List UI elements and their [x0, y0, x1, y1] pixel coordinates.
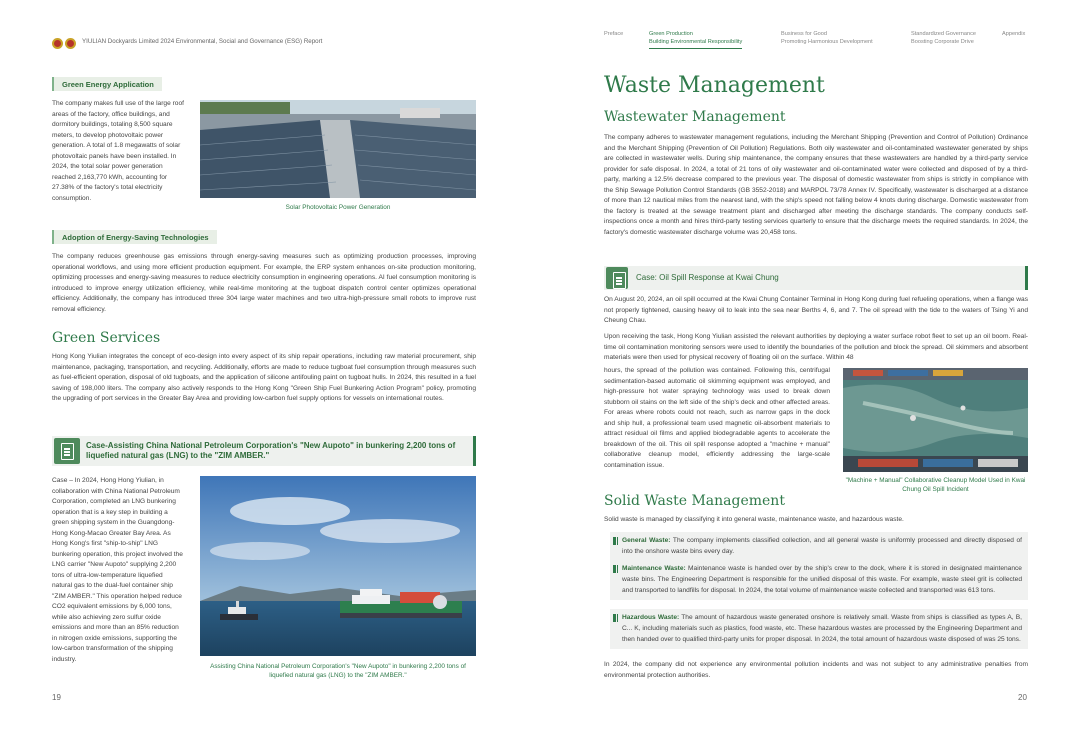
page-number-right: 20	[1018, 693, 1027, 702]
waste-management-title: Waste Management	[604, 73, 825, 98]
solid-waste-title: Solid Waste Management	[604, 493, 785, 509]
maintenance-waste-label: Maintenance Waste:	[622, 565, 686, 572]
solid-waste-intro: Solid waste is managed by classifying it into general waste, maintenance waste, and hazardous waste.	[604, 516, 904, 523]
nav-appendix[interactable]: Appendix	[1002, 31, 1026, 37]
oil-spill-text-2a: Upon receiving the task, Hong Kong Yiulian assisted the relevant authorities by deploying a water surface robot fleet to set up an oil boom. Real-time oil contamination monitoring sensors were used to identify the boundaries of the pollution and block the spread. Oil skimmers and absorbent materials were then used for physical recovery of floating oil on the surface. Within 48	[604, 333, 1028, 361]
energy-saving-text: The company reduces greenhouse gas emissions through energy-saving measures such as optimizing production processes, improving operational workflows, and using more efficient production equipment. For example, the ERP system enhances on-site production monitoring, optimizing processes and energy-saving measures to reduce electricity consumption in engineering operations. AI fuel consumption monitoring is introduced to improve energy utilization efficiency, while real-time monitoring at the tugboat dispatch control center optimizes operational efficiency. Additionally, the company has introduced three 304 large water machines and two ultra-high-pressure small robots to improve rust removal efficiency.	[52, 253, 476, 313]
solar-caption: Solar Photovoltaic Power Generation	[285, 204, 391, 211]
lng-case-box	[52, 436, 476, 466]
lng-caption: Assisting China National Petroleum Corporation's "New Aupoto" in bunkering 2,200 tons of liquefied natural gas (LNG) to the "ZIM AMBER."	[210, 663, 466, 679]
oil-cleanup-caption: "Machine + Manual" Collaborative Cleanup Model Used in Kwai Chung Oil Spill Incident	[845, 477, 1026, 493]
green-energy-text: The company makes full use of the large roof areas of the factory, office buildings, and dormitory buildings, totaling 8,500 square meters, to develop photovoltaic power generation. A total of 1.8 megawatts of solar photovoltaic panels have been installed. In 2024, the total solar power generation reached 2,163,770 kWh, accounting for 27.38% of the factory's total electricity consumption.	[52, 100, 184, 202]
nav-green-production[interactable]: Green Production Building Environmental Responsibility	[649, 30, 742, 49]
general-waste-text: The company implements classified collection, and all general waste is uniformly processed and directly disposed of into the onshore waste bins every day.	[622, 537, 1022, 555]
closing-text: In 2024, the company did not experience any environmental pollution incidents and was not subject to any administrative penalties from environmental protection authorities.	[604, 661, 1028, 679]
wastewater-title: Wastewater Management	[604, 109, 786, 125]
green-energy-label: Green Energy Application	[52, 77, 162, 91]
page-number-left: 19	[52, 693, 61, 702]
document-icon	[54, 438, 80, 464]
solar-photo	[200, 100, 476, 198]
document-icon	[606, 267, 628, 289]
nav-business-for-good[interactable]: Business for Good Promoting Harmonious Development	[781, 31, 873, 45]
oil-cleanup-photo	[843, 368, 1028, 472]
maintenance-waste-item	[610, 560, 1028, 600]
lng-case-title: Case-Assisting China National Petroleum Corporation's "New Aupoto" in bunkering 2,200 tons of liquefied natural gas (LNG) to the "ZIM AMBER."	[86, 441, 456, 460]
oil-spill-text-2b: hours, the spread of the pollution was contained. Following this, centrifugal sedimentation-based automatic oil skimming equipment was employed, and high-pressure hot water spraying technology was used to break down stubborn oil stains on the left side of the ship's deck and other affected areas. For areas where robots could not reach, such as narrow gaps in the dock and ship hull, a professional team used magnetic oil-absorbent materials to attract residual oil films and applied biodegradable agents to accelerate the breakdown of the oil. This oil spill response adopted a "machine + manual" collaborative cleanup model, efficiently addressing the large-scale contamination issue.	[604, 367, 830, 469]
lng-photo	[200, 476, 476, 656]
general-waste-item	[610, 532, 1028, 562]
maintenance-waste-text: Maintenance waste is handed over by the ship's crew to the dock, where it is stored in designated maintenance waste bins. The Engineering Department is responsible for the unified disposal of this waste. For example, waste steel grit is collected and transported to landfills for disposal. In 2024, the total volume of maintenance waste collected and transported was 613 tons.	[622, 565, 1022, 594]
lng-case-text: Case – In 2024, Hong Hong Yiulian, in collaboration with China National Petroleum Corporation, completed an LNG bunkering operation that is a key step in building a green shipping system in the Guangdong-Hong Kong-Macao Greater Bay Area. As Hong Kong's first "ship-to-ship" LNG bunkering operation, this project involved the LNG carrier "New Aupoto" supplying 2,200 tons of ultra-low-temperature liquefied natural gas to the dual-fuel container ship "ZIM AMBER." This operation helped reduce CO2 equivalent emissions by 6,000 tons, while also achieving zero sulfur oxide emissions and more than an 85% reduction in nitrogen oxide emissions, supporting the low-carbon transformation of the shipping industry.	[52, 477, 183, 663]
general-waste-label: General Waste:	[622, 537, 671, 544]
report-title: YIULIAN Dockyards Limited 2024 Environmental, Social and Governance (ESG) Report	[82, 38, 323, 45]
hazardous-waste-item	[610, 609, 1028, 649]
nav-standardized-governance[interactable]: Standardized Governance Boosting Corporate Drive	[911, 31, 976, 45]
wastewater-text: The company adheres to wastewater management regulations, including the Merchant Shipping (Prevention and Control of Pollution) Ordinance and the Merchant Shipping (Prevention of Oil Pollution) Regulations. Both oily wastewater and oil-contaminated wastewater generated by ships are collected in wastewater wells. During ship maintenance, the company ensures that these wastewaters are handled by a third-party service provider for safe disposal. In 2024, a total of 21 tons of oily wastewater and oil-contaminated water were collected and disposed of by a third-party, marking a 12.5% decrease compared to the previous year. The disposal of domestic wastewater from ships is strictly in compliance with the Ship Sewage Pollution Control Standards (GB 3552-2018) and MARPOL 73/78 Annex IV. Specifically, wastewater is discharged at a distance of more than 12 nautical miles from the nearest land, with the ship's speed not falling below 4 knots during discharge. Domestic wastewater from the factory is treated at the sewage treatment plant and discharged after meeting the discharge standards. The company conducts self-inspections once a month and hires third-party testing services quarterly to ensure that the discharge meets the required standards. In 2024, the factory's domestic wastewater discharge volume was 20,458 tons.	[604, 134, 1028, 236]
hazardous-waste-text: The amount of hazardous waste generated onshore is relatively small. Waste from ships is classified as types A, B, C... K, including materials such as plastics, food waste, etc. These hazardous wastes are processed by the Engineering Department and then handed over to qualified third-party units for proper disposal. In 2024, the total amount of hazardous waste disposed of was 25 tons.	[622, 614, 1022, 643]
company-logo	[52, 36, 78, 48]
oil-spill-case-title: Case: Oil Spill Response at Kwai Chung	[636, 273, 779, 282]
oil-spill-text-1: On August 20, 2024, an oil spill occurred at the Kwai Chung Container Terminal in Hong Kong during fuel refueling operations, when a flange was not properly tightened, causing heavy oil to leak into the sea near Berths 4, 6, and 7. The oil spread with the tide to the waters of Tsing Yi and Cheung Chau.	[604, 296, 1028, 324]
energy-saving-label: Adoption of Energy-Saving Technologies	[52, 230, 217, 244]
green-services-title: Green Services	[52, 330, 161, 346]
page-header	[0, 0, 1080, 56]
nav-preface[interactable]: Preface	[604, 31, 624, 37]
hazardous-waste-label: Hazardous Waste:	[622, 614, 680, 621]
oil-spill-case-box	[604, 266, 1028, 290]
green-services-text: Hong Kong Yiulian integrates the concept of eco-design into every aspect of its ship repair operations, including raw material procurement, ship maintenance, packaging, transportation, and recycling. Additionally, efforts are made to reduce tugboat fuel consumption through measures such as fuel-efficient operation, disposal of old tugboats, and the application of silicone antifouling paint on tugboat hulls. In 2024, this resulted in a fuel saving of 198,000 liters. The company also actively responds to the Hong Kong "Green Ship Fuel Bunkering Action Program" policy, promoting the upgrading of port services in the Greater Bay Area and providing low-carbon fuel supply options for vessels on international routes.	[52, 353, 476, 402]
